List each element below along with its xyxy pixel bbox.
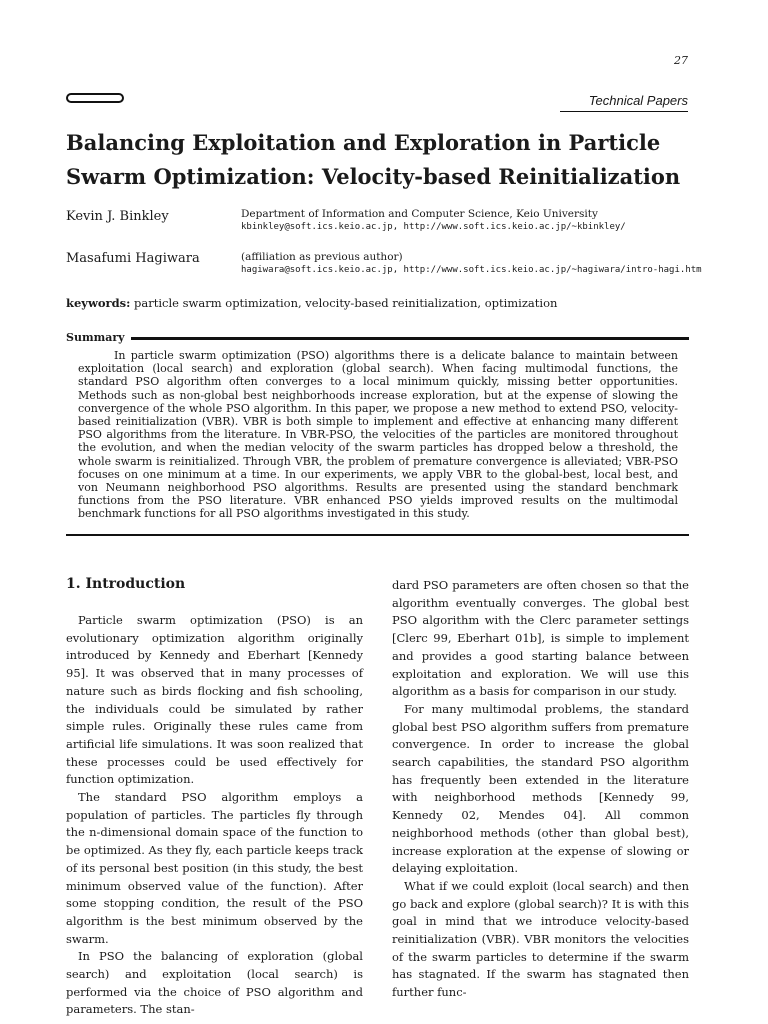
paper-title: [66, 126, 706, 194]
keywords-label: keywords:: [66, 296, 131, 310]
paragraph: In PSO the balancing of exploration (global search) and exploitation (local search) is performed via the choice of PSO algorithm and parameters. The stan-: [66, 949, 363, 1017]
author-affiliation: [241, 208, 626, 234]
section-heading: 1. Introduction: [66, 576, 186, 592]
author-name: Masafumi Hagiwara: [66, 251, 200, 266]
paragraph: The standard PSO algorithm employs a population of particles. The particles fly through the n-dimensional domain space of the function to be optimized. As they fly, each particle keeps track of its personal best position (in this study, the best minimum observed value of the function). After some stopping condition, the result of the PSO algorithm is the best minimum observed by the swarm.: [66, 790, 363, 946]
keywords-text: particle swarm optimization, velocity-based reinitialization, optimization: [134, 296, 558, 310]
section-tag-rule: [560, 111, 688, 112]
keywords-line: [66, 296, 557, 310]
paragraph: Particle swarm optimization (PSO) is an evolutionary optimization algorithm originally introduced by Kennedy and Eberhart [Kennedy 95]. It was observed that in many processes of nature such as birds flocking and fish schooling, the individuals could be simulated by rather simple rules. Originally these rules came from artificial life simulations. It was soon realized that these processes could be used effectively for function optimization.: [66, 613, 363, 787]
summary-text: In particle swarm optimization (PSO) algorithms there is a delicate balance to maintain between exploitation (local search) and exploration (global search). When facing multimodal functions, the standard PSO algorithm often converges to a local minimum quickly, missing better opportunities. Methods such as non-global best neighborhoods increase exploration, but at the expense of slowing the convergence of the whole PSO algorithm. In this paper, we propose a new method to extend PSO, velocity-based reinitialization (VBR). VBR is both simple to implement and effective at enhancing many different PSO algorithms from the literature. In VBR-PSO, the velocities of the particles are monitored throughout the evolution, and when the median velocity of the swarm particles has dropped below a threshold, the whole swarm is reinitialized. Through VBR, the problem of premature convergence is alleviated; VBR-PSO focuses on one minimum at a time. In our experiments, we apply VBR to the global-best, local best, and von Neumann neighborhood PSO algorithms. Results are presented using the standard benchmark functions from the PSO literature. VBR enhanced PSO yields improved results on the multimodal benchmark functions for all PSO algorithms investigated in this study.: [78, 349, 678, 521]
title-line-1: Balancing Exploitation and Exploration in Particle: [66, 130, 661, 155]
summary-heading: Summary: [66, 331, 125, 344]
paragraph: For many multimodal problems, the standard global best PSO algorithm suffers from premature convergence. In order to increase the global search capabilities, the standard PSO algorithm has frequently been extended in the literature with neighborhood methods [Kennedy 99, Kennedy 02, Mendes 04]. All common neighborhood methods (other than global best), increase exploration at the expense of slowing or delaying exploitation.: [392, 701, 689, 876]
left-column: [66, 612, 363, 1019]
author-name: Kevin J. Binkley: [66, 209, 169, 224]
author-contact: kbinkley@soft.ics.keio.ac.jp, http://www.soft.ics.keio.ac.jp/~kbinkley/: [241, 222, 626, 232]
page-number: 27: [674, 54, 688, 67]
journal-badge: [66, 93, 124, 103]
summary-rule-top: [131, 337, 689, 340]
title-line-2: Swarm Optimization: Velocity-based Reinitialization: [66, 164, 681, 189]
author-affiliation: [241, 251, 702, 277]
paragraph: dard PSO parameters are often chosen so that the algorithm eventually converges. The global best PSO algorithm with the Clerc parameter settings [Clerc 99, Eberhart 01b], is simple to implement and provides a good starting balance between exploitation and exploration. We will use this algorithm as a basis for comparison in our study.: [392, 578, 689, 699]
author-contact: hagiwara@soft.ics.keio.ac.jp, http://www.soft.ics.keio.ac.jp/~hagiwara/intro-hagi.htm: [241, 265, 702, 275]
right-column: [392, 577, 689, 1002]
affiliation-text: Department of Information and Computer Science, Keio University: [241, 208, 598, 220]
section-tag: Technical Papers: [588, 93, 688, 108]
paragraph: What if we could exploit (local search) and then go back and explore (global search)? It is with this goal in mind that we introduce velocity-based reinitialization (VBR). VBR monitors the velocities of the swarm particles to determine if the swarm has stagnated. If the swarm has stagnated then further func-: [392, 878, 689, 1000]
summary-rule-bottom: [66, 534, 689, 536]
affiliation-text: (affiliation as previous author): [241, 251, 403, 263]
